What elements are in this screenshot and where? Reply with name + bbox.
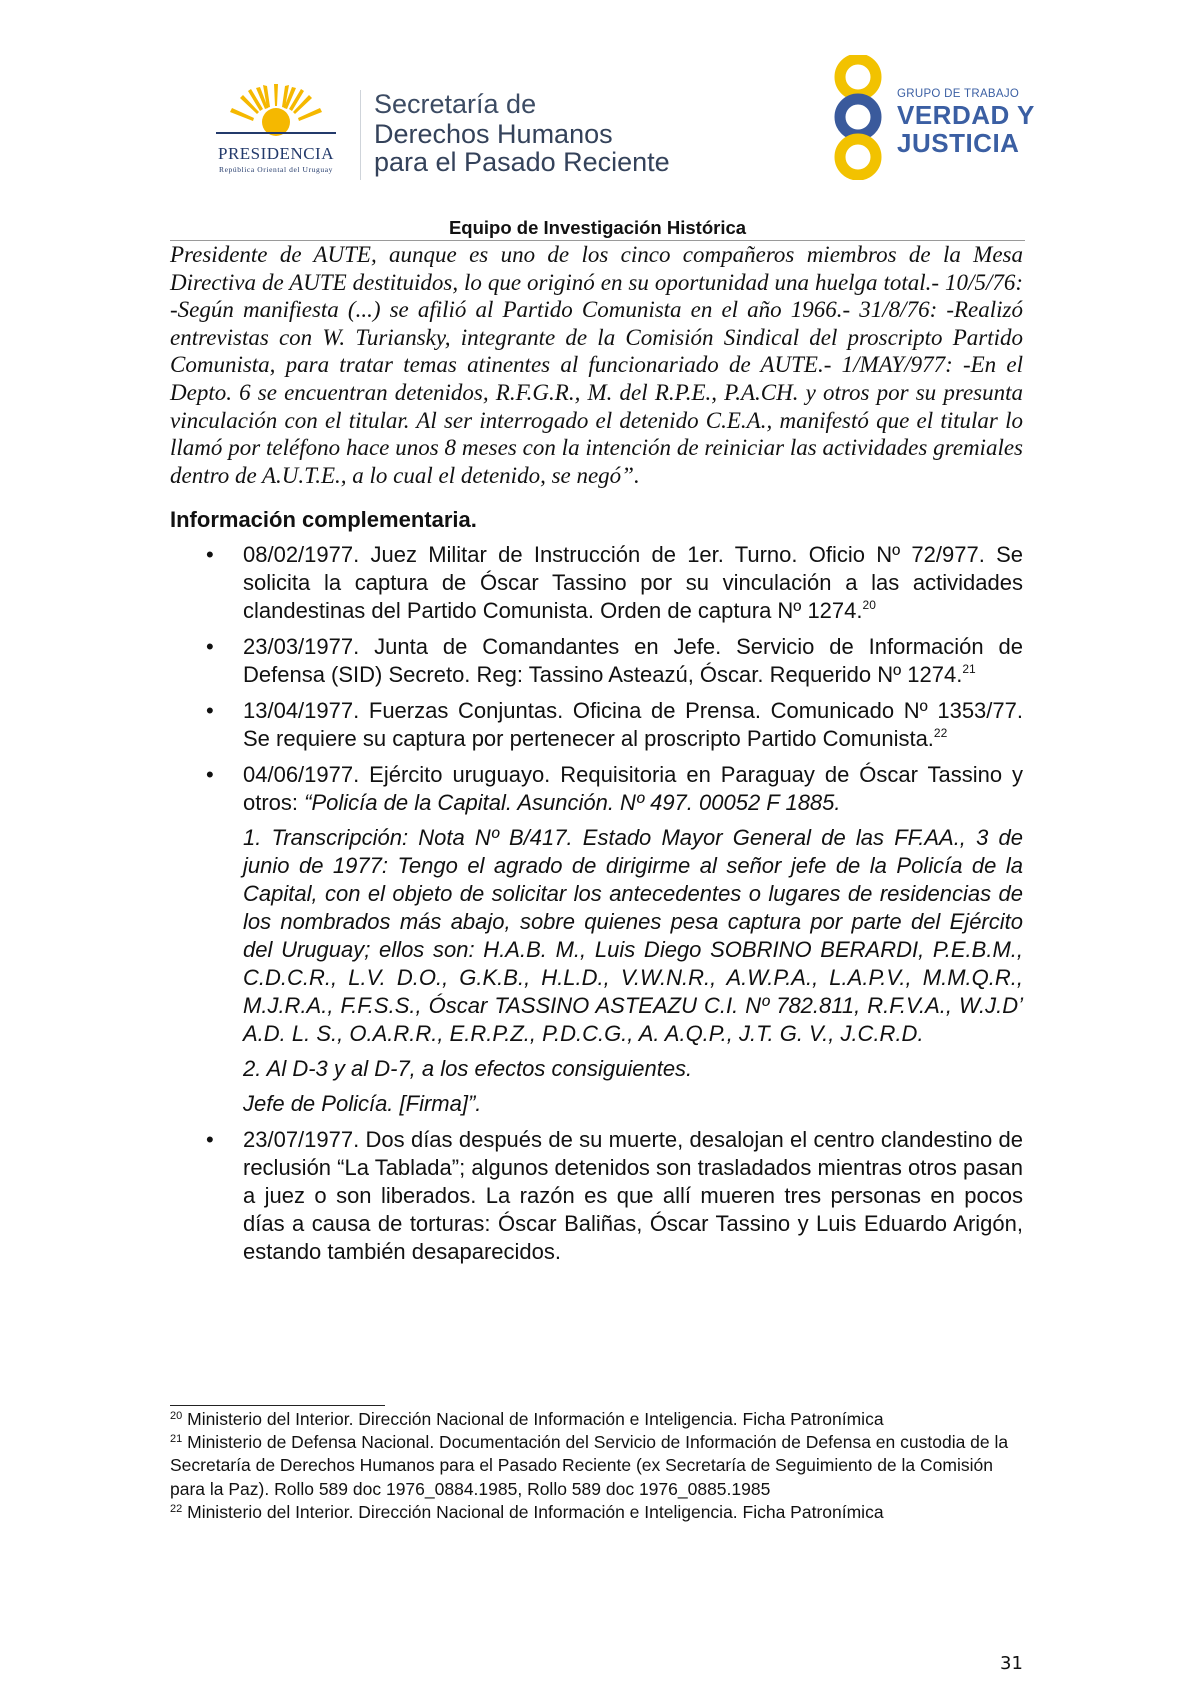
quoted-paragraph-2: 2. Al D-3 y al D-7, a los efectos consiguientes.: [243, 1056, 693, 1081]
grupo-title-line1: VERDAD Y: [897, 100, 1035, 130]
bullet-text-italic: “Policía de la Capital. Asunción. Nº 497. 00052 F 1885.: [304, 790, 841, 815]
quoted-paragraph-3: Jefe de Policía. [Firma]”.: [243, 1091, 482, 1116]
team-title: Equipo de Investigación Histórica: [448, 217, 747, 238]
grupo-label: GRUPO DE TRABAJO: [897, 88, 1020, 100]
footnote-text: Ministerio del Interior. Dirección Nacional de Información e Inteligencia. Ficha Patronímica: [182, 1501, 884, 1522]
footnote-text: Ministerio de Defensa Nacional. Documentación del Servicio de Información de Defensa en custodia de la Secretaría de Derechos Humanos para el Pasado Reciente (ex Secretaría de Seguimiento de la Comisión para la Paz). Rollo 589 doc 1976_0884.1985, Rollo 589 doc 1976_0885.1985: [170, 1432, 1009, 1499]
bullet-icon: •: [206, 762, 214, 787]
footnote-number: 22: [170, 1502, 183, 1515]
footnote-20: [170, 1408, 1023, 1431]
grupo-title: [897, 101, 1035, 157]
quote-paragraph: Presidente de AUTE, aunque es uno de los cinco compañeros miembros de la Mesa Directiva de AUTE destituidos, lo que originó en su oportunidad una huelga total.- 10/5/76: -Según manifiesta (...) se afilió al Partido Comunista en el año 1966.- 31/8/76: -Realizó entrevistas con W. Turiansky, integrante de la Comisión Sindical del proscripto Partido Comunista, para tratar temas atinentes al funcionariado de AUTE.- 1/MAY/977: -En el Depto. 6 se encuentran detenidos, R.F.G.R., M. del R.P.E., P.A.CH. y otros por su presunta vinculación con el titular. Al ser interrogado el detenido C.E.A., manifestó que el titular lo llamó por teléfono hace unos 8 meses con la intención de reiniciar las actividades gremiales dentro de A.U.T.E., a lo cual el detenido, se negó”.: [170, 242, 1023, 488]
list-item: [170, 697, 1023, 753]
presidencia-logo: [196, 82, 356, 182]
bullet-lead: [243, 761, 1023, 817]
bullet-icon: •: [206, 542, 214, 567]
page-number: 31: [1000, 1653, 1023, 1674]
secretaria-title: [374, 88, 670, 176]
bullet-text: 08/02/1977. Juez Militar de Instrucción de 1er. Turno. Oficio Nº 72/977. Se solicita la captura de Óscar Tassino por su vinculación a las actividades clandestinas del Partido Comunista. Orden de captura Nº 1274.: [243, 542, 1023, 623]
bullet-icon: •: [206, 634, 214, 659]
secretaria-line2: Derechos Humanos: [374, 119, 613, 149]
quoted-paragraph-1: 1. Transcripción: Nota Nº B/417. Estado Mayor General de las FF.AA., 3 de junio de 1977: Tengo el agrado de dirigirme al señor jefe de la Policía de la Capital, con el objeto de solicitar los antecedentes o lugares de residencias de los nombrados más abajo, sobre quienes pesa captura por parte del Ejército del Uruguay; ellos son: H.A.B. M., Luis Diego SOBRINO BERARDI, P.E.B.M., C.D.C.R., L.V. D.O., G.K.B., H.L.D., V.W.N.R., A.W.P.A., L.A.P.V., M.M.Q.R., M.J.R.A., F.F.S.S., Óscar TASSINO ASTEAZU C.I. Nº 782.811, R.F.V.A., W.J.D’ A.D. L. S., O.A.R.R., E.R.P.Z., P.D.C.G., A. A.Q.P., J.T. G. V., J.C.R.D.: [243, 825, 1023, 1046]
secretaria-line1: Secretaría de: [374, 89, 537, 119]
list-item: [170, 1126, 1023, 1266]
footnote-21: [170, 1431, 1023, 1501]
bullet-text: 23/07/1977. Dos días después de su muerte, desalojan el centro clandestino de reclusión “La Tablada”; algunos detenidos son trasladados mientras otros pasan a juez o son liberados. La razón es que allí mueren tres personas en pocos días a causa de torturas: Óscar Baliñas, Óscar Tassino y Luis Eduardo Arigón, estando también desaparecidos.: [243, 1127, 1023, 1264]
presidencia-subtitle: República Oriental del Uruguay: [218, 165, 333, 174]
footnote-separator: [170, 1405, 385, 1406]
presidencia-name: PRESIDENCIA: [217, 144, 334, 163]
list-item: [170, 541, 1023, 625]
secretaria-line3: para el Pasado Reciente: [374, 147, 670, 177]
bullet-text: 23/03/1977. Junta de Comandantes en Jefe. Servicio de Información de Defensa (SID) Secreto. Reg: Tassino Asteazú, Óscar. Requerido Nº 1274.: [243, 634, 1023, 687]
linked-rings-icon: [822, 55, 894, 180]
bullet-icon: •: [206, 1127, 214, 1152]
verdad-justicia-logo: [822, 55, 1037, 180]
bullet-icon: •: [206, 698, 214, 723]
section-heading: Información complementaria.: [170, 507, 477, 532]
bullet-list: [170, 541, 1023, 1274]
grupo-title-line2: JUSTICIA: [897, 128, 1020, 158]
sun-emblem-icon: [196, 82, 356, 144]
list-item: [170, 633, 1023, 689]
footnote-text: Ministerio del Interior. Dirección Nacional de Información e Inteligencia. Ficha Patronímica: [182, 1409, 884, 1429]
list-item: [170, 761, 1023, 1118]
header-divider: [360, 90, 361, 180]
footnote-ref: 20: [862, 598, 876, 612]
bullet-text: 13/04/1977. Fuerzas Conjuntas. Oficina de Prensa. Comunicado Nº 1353/77. Se requiere su captura por pertenecer al proscripto Partido Comunista.: [243, 698, 1023, 751]
footnotes: [170, 1408, 1023, 1524]
footnote-ref: 22: [933, 726, 948, 740]
footnote-ref: 21: [962, 662, 976, 676]
footnote-number: 21: [170, 1433, 183, 1446]
bullet-text: 04/06/1977. Ejército uruguayo. Requisitoria en Paraguay de Óscar Tassino y otros:: [243, 762, 1023, 815]
footnote-22: [170, 1501, 1023, 1524]
footnote-number: 20: [170, 1410, 183, 1422]
